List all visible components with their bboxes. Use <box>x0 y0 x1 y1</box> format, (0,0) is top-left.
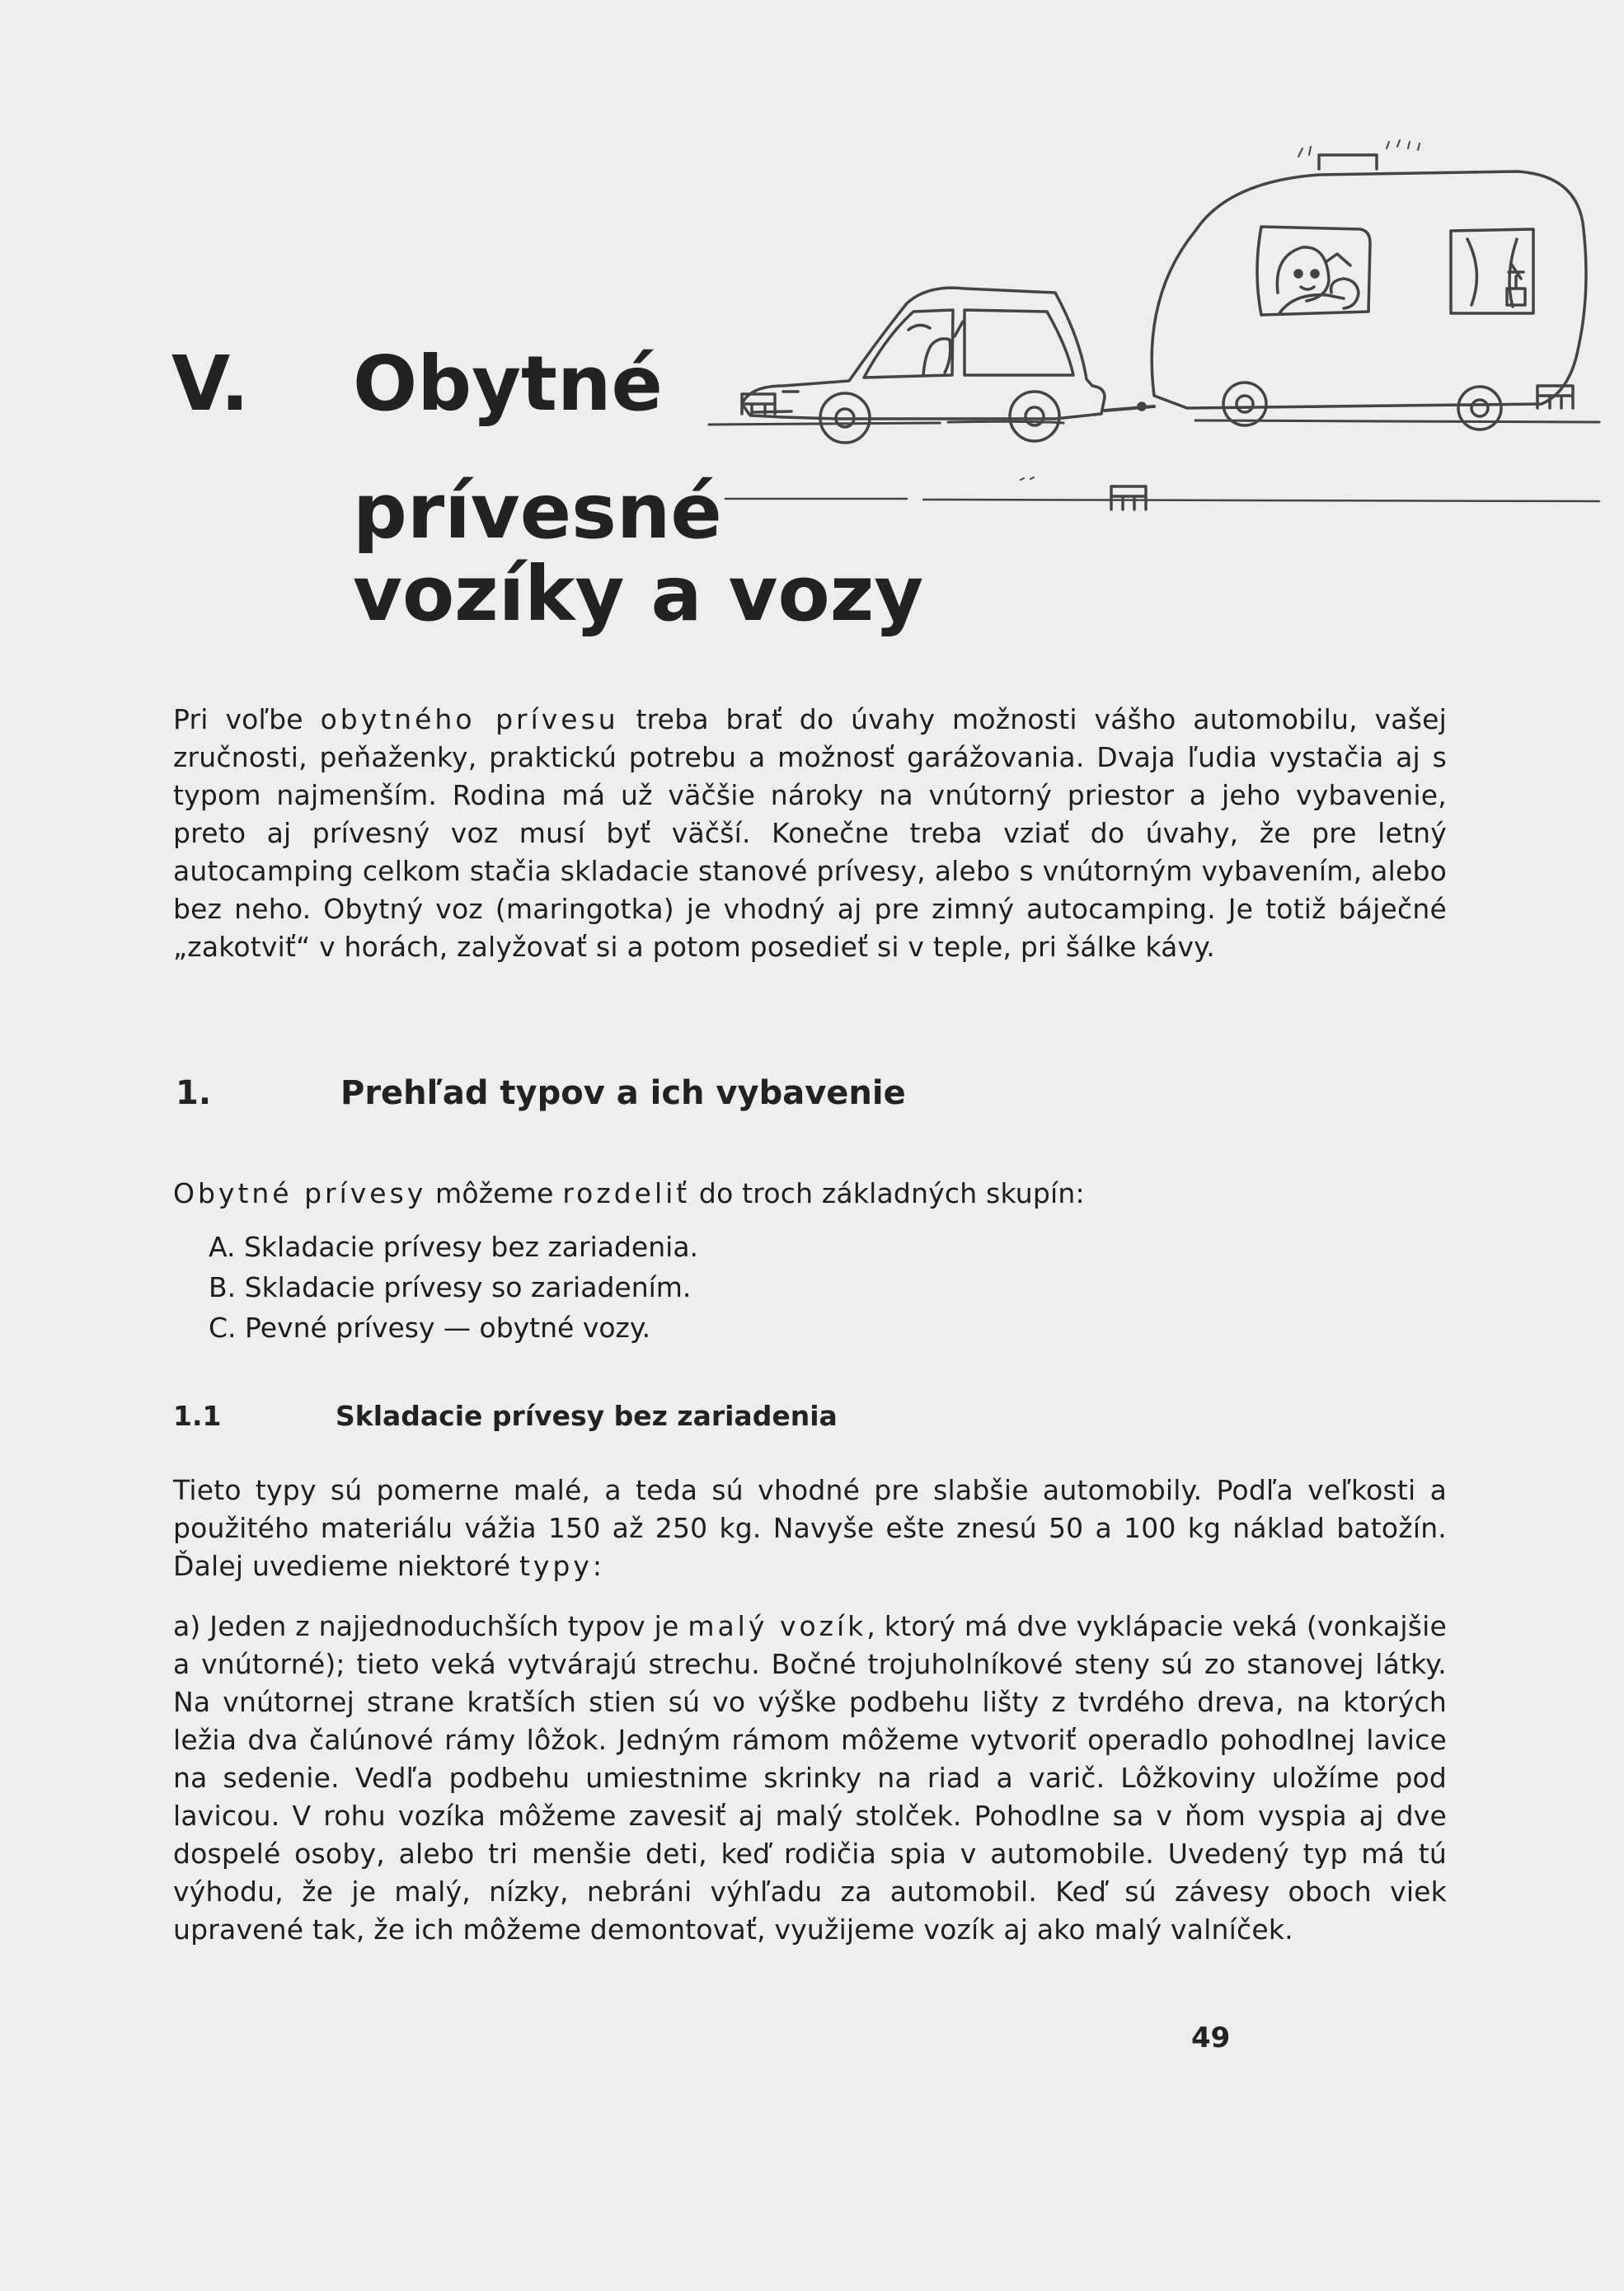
subsection-number: 1.1 <box>173 1400 222 1432</box>
section-number: 1. <box>176 1074 212 1112</box>
section-title: Prehľad typov a ich vybavenie <box>340 1074 906 1112</box>
list-item: C. Pevné prívesy — obytné vozy. <box>209 1312 651 1344</box>
group-list <box>209 1227 698 1348</box>
chapter-title-line-2: prívesné <box>353 467 722 556</box>
stool-icon <box>1111 486 1146 509</box>
chapter-number: V. <box>171 340 250 428</box>
chapter-title-line-1: Obytné <box>353 340 663 428</box>
tow-hitch <box>1105 406 1154 411</box>
chapter-title-line-3: vozíky a vozy <box>353 550 924 638</box>
caravan-icon <box>1152 140 1586 430</box>
intro-paragraph: Pri voľbe obytného prívesu treba brať do úvahy možnosti vášho automobilu, vašej zručnosti, peňaženky, praktickú potrebu a možnosť garážovania. Dvaja ľudia vystačia aj s typom najmenším. Rodina má už väčšie nároky na vnútorný priestor a jeho vybavenie, preto aj prívesný voz musí byť väčší. Konečne treba vziať do úvahy, že pre letný autocamping celkom stačia skladacie stanové prívesy, alebo s vnútorným vybavením, alebo bez neho. Obytný voz (maringotka) je vhodný aj pre zimný autocamping. Je totiž báječné „zakotviť“ v horách, zalyžovať si a potom posedieť si v teple, pri šálke kávy. <box>173 703 1447 963</box>
lead-paragraph: Obytné prívesy môžeme rozdeliť do troch základných skupín: <box>173 1177 1085 1209</box>
page-number: 49 <box>1191 2021 1231 2054</box>
car-icon <box>742 288 1105 443</box>
list-item: A. Skladacie prívesy bez zariadenia. <box>209 1231 699 1263</box>
subsection-title: Skladacie prívesy bez zariadenia <box>336 1400 838 1432</box>
emphasized-term: obytného prívesu <box>320 703 619 735</box>
body-paragraph: a) Jeden z najjednoduchších typov je malý vozík, ktorý má dve vyklápacie veká (vonkajšie a vnútorné); tieto veká vytvárajú strechu. Bočné trojuholníkové steny sú zo stanovej látky. Na vnútornej strane kratších stien sú vo výške podbehu lišty z tvrdého dreva, na ktorých ležia dva čalúnové rámy lôžok. Jedným rámom môžeme vytvoriť operadlo pohodlnej lavice na sedenie. Vedľa podbehu umiestnime skrinky na riad a varič. Lôžkoviny uložíme pod lavicou. V rohu vozíka môžeme zavesiť aj malý stolček. Pohodlne sa v ňom vyspia aj dve dospelé osoby, alebo tri menšie deti, keď rodičia spia v automobile. Uvedený typ má tú výhodu, že je malý, nízky, nebráni výhľadu za automobil. Keď sú závesy oboch viek upravené tak, že ich môžeme demontovať, využijeme vozík aj ako malý valníček. <box>173 1610 1448 1946</box>
list-item: B. Skladacie prívesy so zariadením. <box>209 1271 692 1303</box>
body-paragraph: Tieto typy sú pomerne malé, a teda sú vhodné pre slabšie automobily. Podľa veľkosti a použitého materiálu vážia 150 až 250 kg. Navyše ešte znesú 50 a 100 kg náklad batožín. Ďalej uvedieme niektoré typy: <box>173 1474 1447 1582</box>
car-caravan-illustration <box>692 124 1608 519</box>
